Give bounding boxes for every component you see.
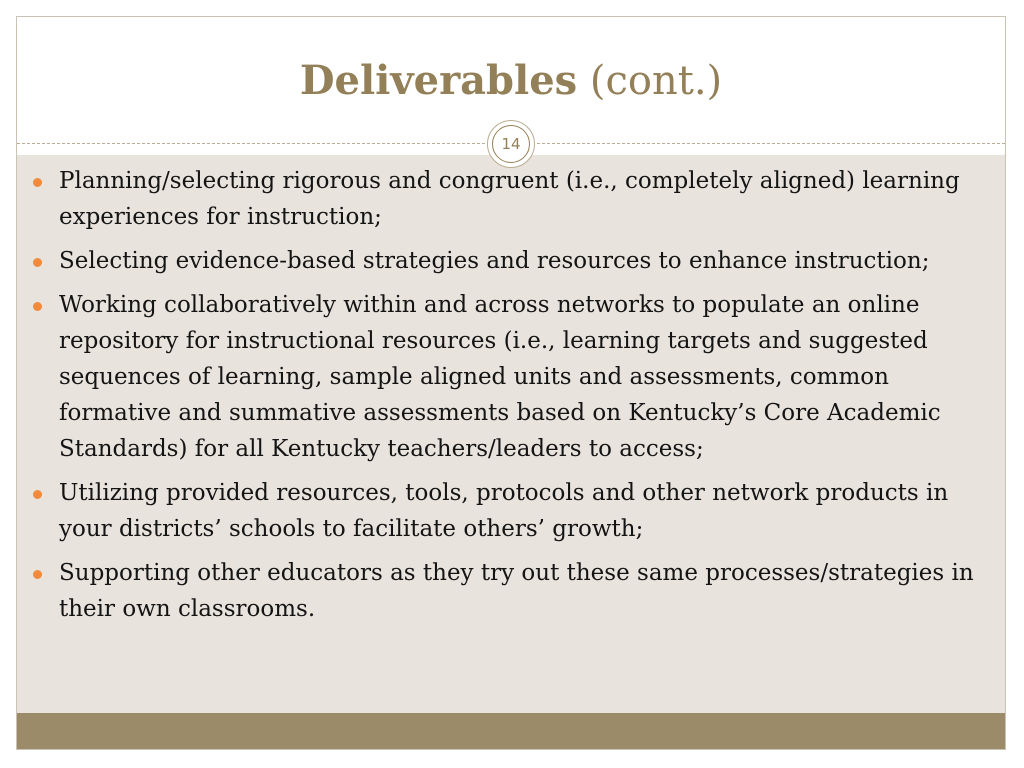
bullet-text: Utilizing provided resources, tools, protocols and other network products in your districts’ schools to facilitate others’ growth; (59, 480, 949, 542)
bullet-text: Selecting evidence-based strategies and resources to enhance instruction; (59, 248, 930, 274)
bullet-dot-icon (33, 570, 42, 579)
slide-title (17, 57, 1005, 105)
slide-title-suffix: (cont.) (577, 58, 723, 104)
page-number-badge (487, 120, 535, 168)
bullet-list (33, 163, 993, 635)
bullet-text: Supporting other educators as they try out these same processes/strategies in their own classrooms. (59, 560, 974, 622)
bullet-item (33, 475, 993, 547)
bullet-item (33, 163, 993, 235)
slide (16, 16, 1006, 750)
bullet-item (33, 287, 993, 467)
footer-bar (17, 713, 1005, 749)
slide-title-main: Deliverables (299, 57, 578, 104)
bullet-dot-icon (33, 490, 42, 499)
bullet-text: Working collaboratively within and across networks to populate an online repository for instructional resources (i.e., learning targets and suggested sequences of learning, sample aligned units and assessments, common formative and summative assessments based on Kentucky’s Core Academic Standards) for all Kentucky teachers/leaders to access; (59, 292, 941, 462)
bullet-item (33, 555, 993, 627)
page-number: 14 (492, 125, 530, 163)
bullet-dot-icon (33, 178, 42, 187)
bullet-text: Planning/selecting rigorous and congruent (i.e., completely aligned) learning experiences for instruction; (59, 168, 960, 230)
bullet-dot-icon (33, 258, 42, 267)
bullet-item (33, 243, 993, 279)
bullet-dot-icon (33, 302, 42, 311)
